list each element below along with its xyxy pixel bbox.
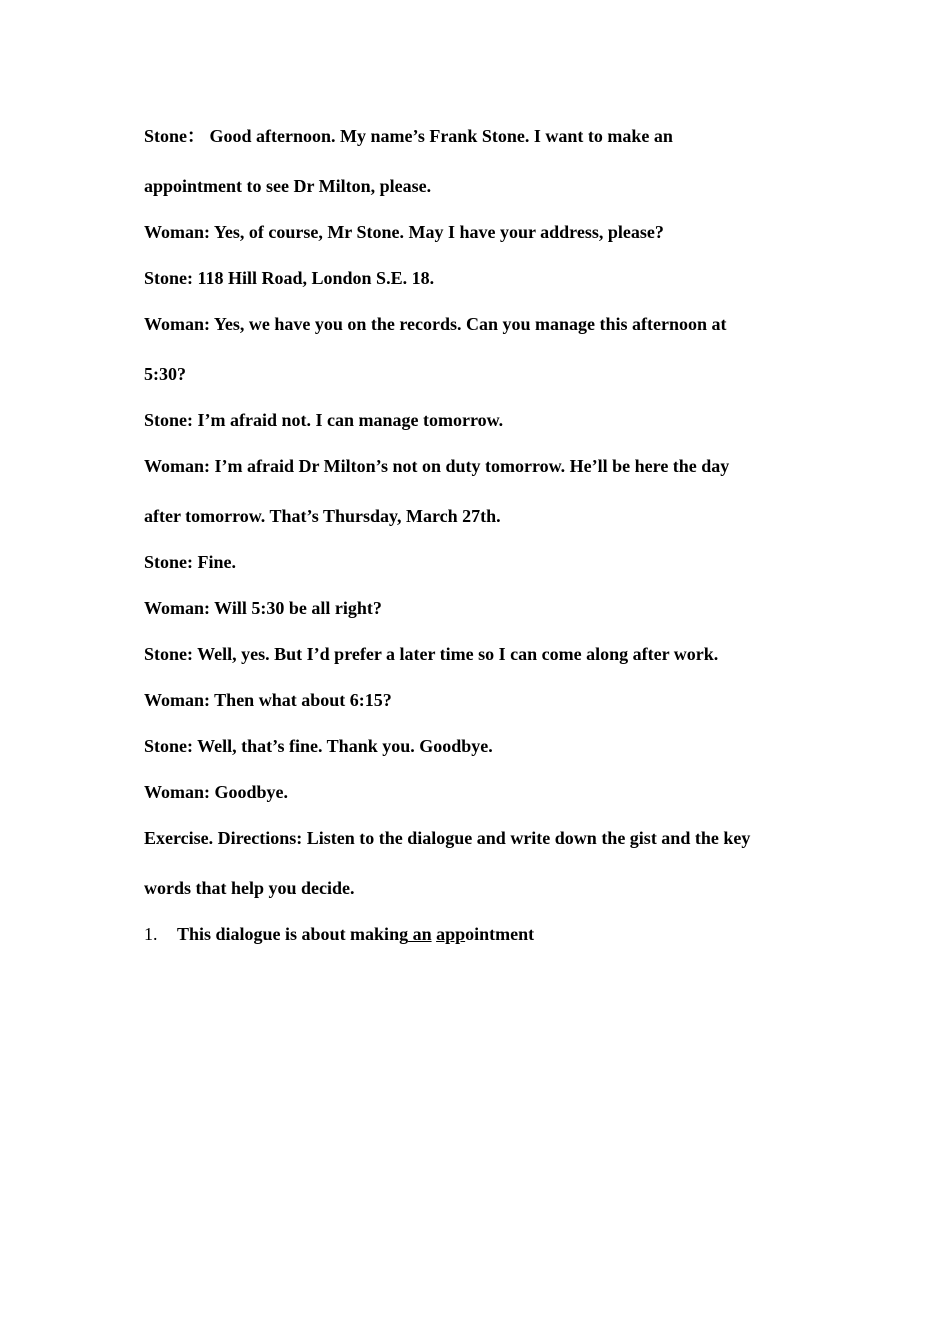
dialogue-line: Stone: Well, that’s fine. Thank you. Goodbye. [144,736,493,756]
exercise-directions-cont: words that help you decide. [144,878,355,898]
dialogue-line: Stone: Well, yes. But I’d prefer a later time so I can come along after work. [144,644,719,664]
dialogue-line: Stone: Fine. [144,552,236,572]
answer-suffix: ointment [465,924,535,944]
dialogue-line: Stone: 118 Hill Road, London S.E. 18. [144,268,435,288]
answer-underline-1: an [408,924,432,944]
answer-number: 1. [144,924,158,944]
exercise-directions: Exercise. Directions: Listen to the dialogue and write down the gist and the key [144,828,751,848]
answer-underline-2: app [436,924,466,944]
dialogue-line: Woman: Will 5:30 be all right? [144,598,382,618]
dialogue-line: Woman: Goodbye. [144,782,289,802]
dialogue-line: 5:30? [144,364,186,384]
dialogue-line: after tomorrow. That’s Thursday, March 27th. [144,506,501,526]
dialogue-line: Stone: I’m afraid not. I can manage tomorrow. [144,410,504,430]
dialogue-line: Stone： Good afternoon. My name’s Frank Stone. I want to make an [144,126,673,146]
dialogue-line: appointment to see Dr Milton, please. [144,176,432,196]
answer-text [177,924,534,944]
dialogue-line: Woman: Yes, we have you on the records. Can you manage this afternoon at [144,314,727,334]
answer-item [144,922,534,946]
answer-prefix: This dialogue is about making [177,924,409,944]
dialogue-line: Woman: Yes, of course, Mr Stone. May I have your address, please? [144,222,664,242]
dialogue-line: Woman: Then what about 6:15? [144,690,392,710]
dialogue-line: Woman: I’m afraid Dr Milton’s not on duty tomorrow. He’ll be here the day [144,456,730,476]
